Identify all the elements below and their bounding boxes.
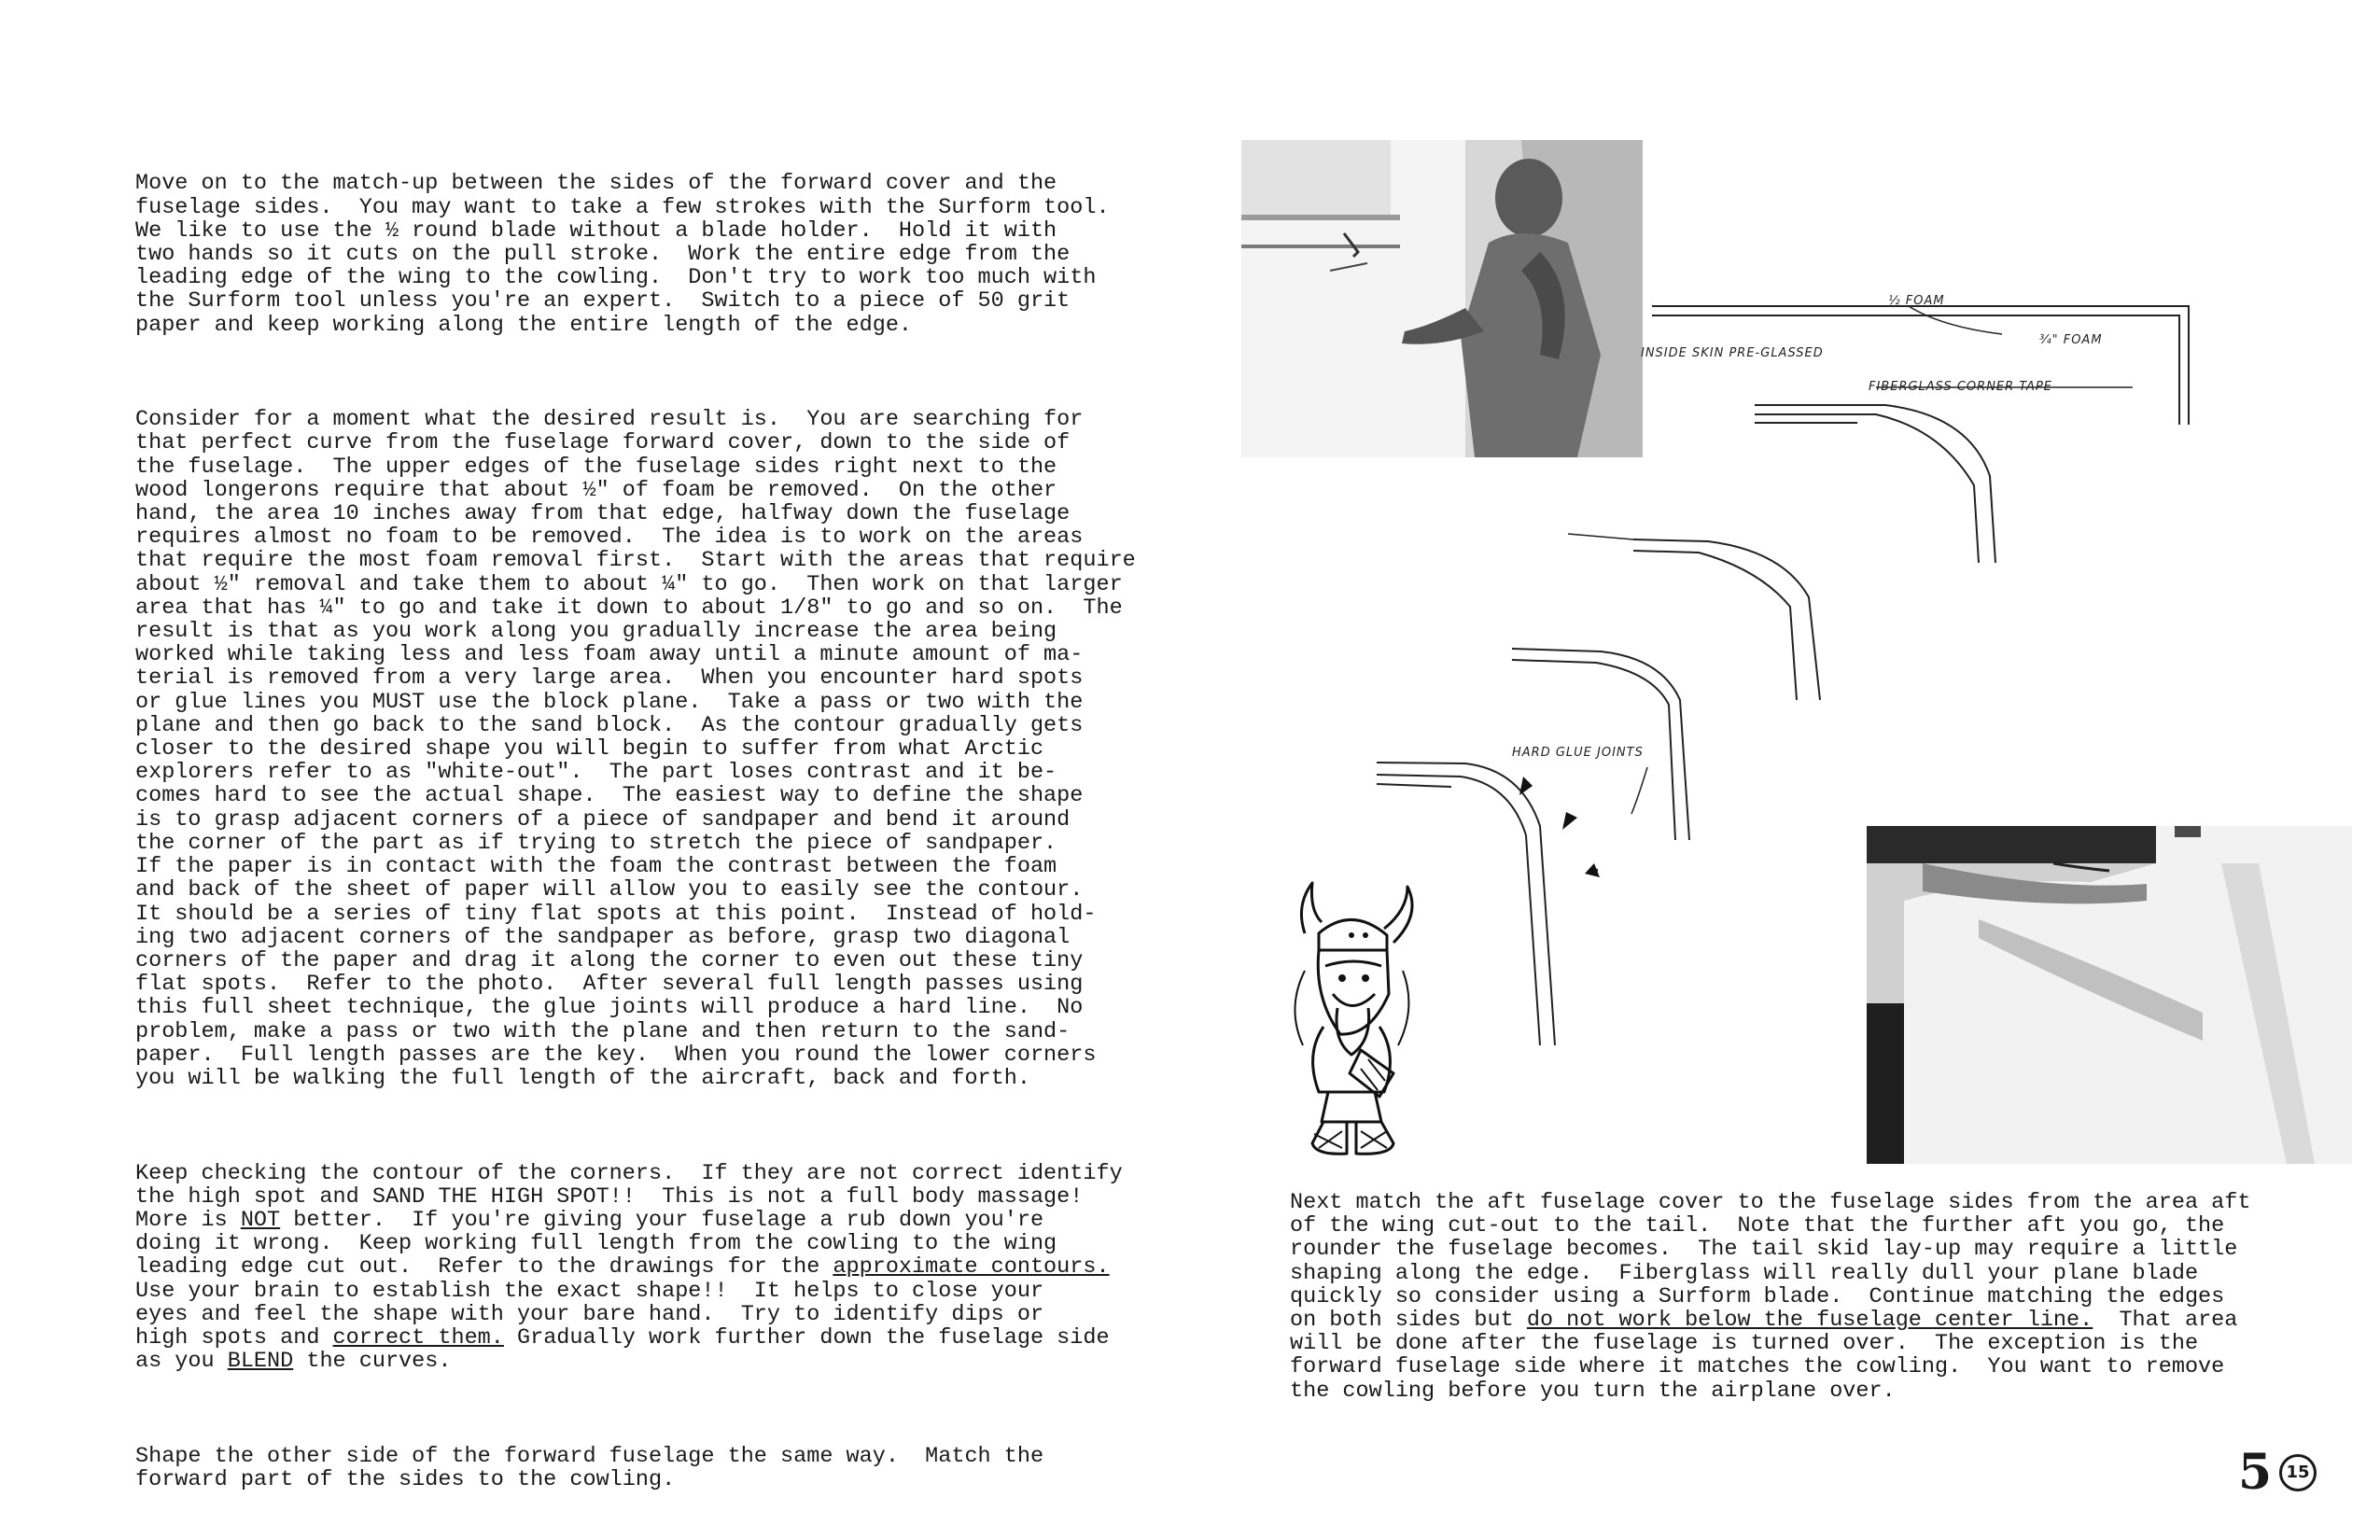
text-run: the curves. (293, 1349, 452, 1375)
underlined-approximate-contours: approximate contours. (833, 1254, 1110, 1281)
label-fiberglass-tape: FIBERGLASS CORNER TAPE (1869, 380, 2052, 394)
text-run: better. If you're giving your fuselage a rub down you're doing it wrong. Keep working full length from the cowling to the wing leading edge cut out. Refer to the drawings for the (135, 1207, 1057, 1281)
viking-mascot-illustration (1267, 877, 1435, 1157)
left-text-column (135, 125, 1209, 1539)
text-run: Next match the aft fuselage cover to the fuselage sides from the area aft of the wing cut-out to the tail. Note that the further aft you go, the rounder the fuselage becomes. The tail skid lay-up may require a little shaping along the edge. Fiberglass will really dull your plane blade quickly so consider using a Surform blade. Continue matching the edges on both sides but (1290, 1190, 2251, 1334)
text-run: That area will be done after the fuselage is turned over. The exception is the forward fuselage side where it matches the cowling. You want to remove the cowling before you turn the airplane over. (1290, 1308, 2238, 1404)
paragraph-surform: Move on to the match-up between the sides of the forward cover and the fuselage sides. You may want to take a few strokes with the Surform tool. We like to use the ½ round blade without a blade holder. Hold it with two hands so it cuts on the pull stroke. Work the entire edge from the leading edge of the wing to the cowling. Don't try to work too much with the Surform tool unless you're an expert. Switch to a piece of 50 grit paper and keep working along the entire length of the edge. (135, 171, 1110, 338)
paragraph-checking-contour (135, 1162, 1209, 1374)
page-number: 5 (2238, 1444, 2273, 1501)
text-run: Gradually work further down the fuselage side as you (135, 1324, 1110, 1375)
right-text-column (1290, 1191, 2345, 1403)
label-three-quarter-foam: ¾" FOAM (2039, 333, 2103, 347)
page-sub-number-circle: 15 (2279, 1454, 2317, 1491)
text-run: Keep checking the contour of the corners. If they are not correct identify the high spot and SAND THE HIGH SPOT!! This is not a full body massage! More is (135, 1160, 1123, 1233)
underlined-correct-them: correct them. (332, 1324, 504, 1351)
underlined-center-line-warning: do not work below the fuselage center line. (1526, 1308, 2093, 1334)
label-half-foam: ½ FOAM (1888, 294, 1945, 308)
underlined-blend: BLEND (227, 1349, 294, 1375)
text-run: Use your brain to establish the exact shape!! It helps to close your eyes and feel the shape with your bare hand. Try to identify dips or high spots and (135, 1278, 1044, 1351)
label-hard-glue-joints: HARD GLUE JOINTS (1512, 746, 1644, 760)
underlined-not: NOT (240, 1207, 281, 1233)
photo-fuselage-corner (1867, 826, 2352, 1164)
paragraph-desired-result: Consider for a moment what the desired result is. You are searching for that perfect curve from the fuselage forward cover, down to the side of the fuselage. The upper edges of the fuselage sides right next to the wood longerons require that about ½" of foam be removed. On the other hand, the area 10 inches away from that edge, halfway down the fuselage requires almost no foam to be removed. The idea is to work on the areas that require the most foam removal first. Start with the areas that require about ½" removal and take them to about ¼" to go. Then work on that larger area that has ¼" to go and take it down to about 1/8" to go and so on. The result is that as you work along you gradually increase the area being worked while taking less and less foam away until a minute amount of ma- terial is removed from a very large area. When you encounter hard spots or glue lines you MUST use the block plane. Take a pass or two with the plane and then go back to the sand block. As the contour gradually gets closer to the desired shape you will begin to suffer from what Arctic explorers refer to as "white-out". The part loses contrast and it be- comes hard to see the actual shape. The easiest way to define the shape is to grasp adjacent corners of a piece of sandpaper and bend it around the corner of the part as if trying to stretch the piece of sandpaper. If the paper is in contact with the foam the contrast between the foam and back of the sheet of paper will allow you to easily see the contour. It should be a series of tiny flat spots at this point. Instead of hold- ing two adjacent corners of the sandpaper as before, grasp two diagonal corners of the paper and drag it along the corner to even out these tiny flat spots. Refer to the photo. After several full length passes using this full sheet technique, the glue joints will produce a hard line. No problem, make a pass or two with the plane and then return to the sand- paper. Full length passes are the key. When you round the lower corners you will be walking the full length of the aircraft, back and forth. (135, 407, 1136, 1091)
paragraph-other-side: Shape the other side of the forward fuselage the same way. Match the forward part of the sides to the cowling. (135, 1443, 1044, 1492)
label-inside-skin: INSIDE SKIN PRE-GLASSED (1641, 346, 1824, 360)
